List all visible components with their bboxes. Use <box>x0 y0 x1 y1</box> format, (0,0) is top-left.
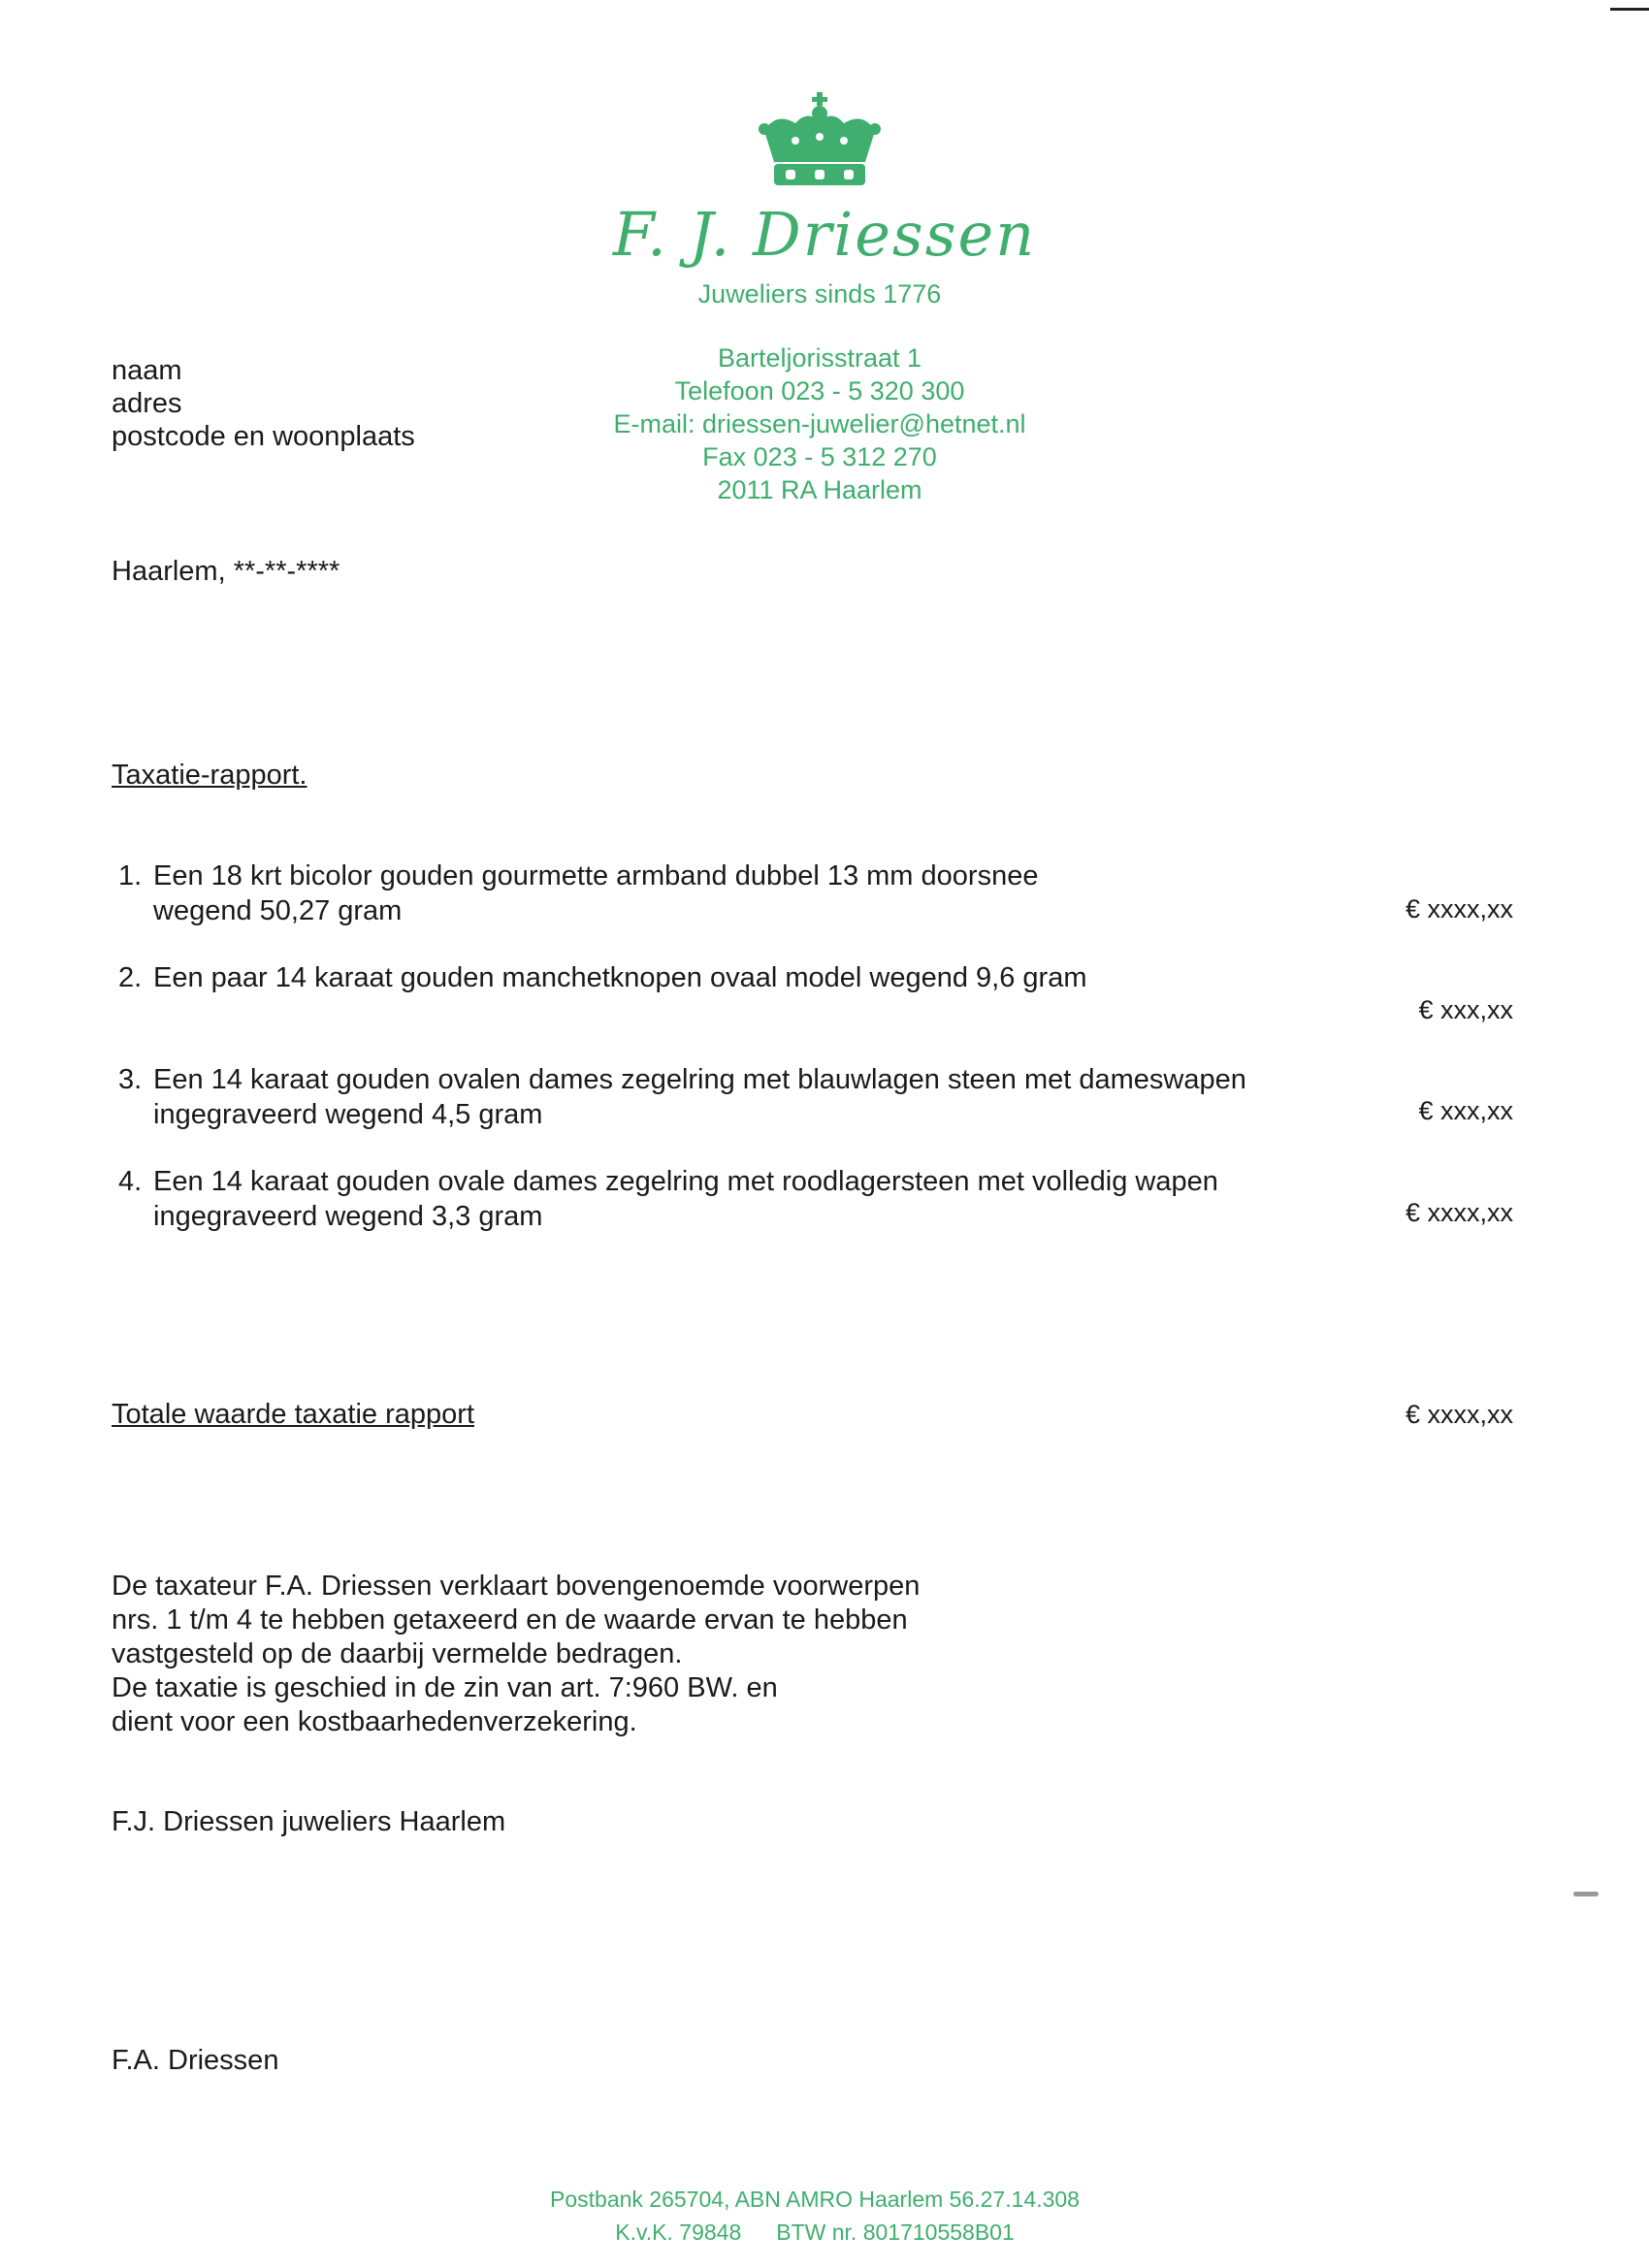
footer <box>485 2183 1145 2249</box>
item-number: 4. <box>118 1166 143 1197</box>
item-description-cont: ingegraveerd wegend 4,5 gram <box>153 1099 543 1130</box>
item-description-cont: ingegraveerd wegend 3,3 gram <box>153 1201 543 1232</box>
statement-line: nrs. 1 t/m 4 te hebben getaxeerd en de waarde ervan te hebben <box>112 1604 908 1636</box>
item-number: 1. <box>118 860 143 891</box>
item-description: Een paar 14 karaat gouden manchetknopen ovaal model wegend 9,6 gram <box>153 962 1087 993</box>
item-price: € xxxx,xx <box>1405 894 1513 923</box>
report-item <box>118 859 1331 928</box>
item-price: € xxx,xx <box>1418 995 1513 1024</box>
footer-btw: BTW nr. 801710558B01 <box>776 2219 1015 2245</box>
footer-bank: Postbank 265704, ABN AMRO Haarlem 56.27.14.308 <box>550 2187 1080 2212</box>
scan-speck <box>1573 1892 1599 1896</box>
company-signature: F.J. Driessen juweliers Haarlem <box>112 1806 506 1837</box>
recipient-block <box>112 354 415 453</box>
signer-name: F.A. Driessen <box>112 2045 279 2076</box>
scan-edge-mark <box>1610 8 1649 11</box>
shop-postal-city: 2011 RA Haarlem <box>717 475 922 504</box>
item-description: Een 18 krt bicolor gouden gourmette armband dubbel 13 mm doorsnee <box>153 860 1039 891</box>
footer-kvk: K.v.K. 79848 <box>615 2219 742 2245</box>
appraisal-statement <box>112 1570 1033 1739</box>
item-price: € xxxx,xx <box>1405 1198 1513 1227</box>
brand-subtitle: Juweliers sinds 1776 <box>697 279 942 308</box>
total-label: Totale waarde taxatie rapport <box>112 1399 474 1430</box>
recipient-postal: postcode en woonplaats <box>112 421 415 452</box>
statement-line: dient voor een kostbaarhedenverzekering. <box>112 1706 637 1737</box>
shop-email: E-mail: driessen-juwelier@hetnet.nl <box>613 409 1026 438</box>
item-description-cont: wegend 50,27 gram <box>153 895 403 926</box>
recipient-address: adres <box>112 388 182 419</box>
item-price: € xxx,xx <box>1418 1096 1513 1125</box>
report-item <box>118 1062 1331 1132</box>
statement-line: vastgesteld op de daarbij vermelde bedragen. <box>112 1638 683 1669</box>
statement-line: De taxatie is geschied in de zin van art. 7:960 BW. en <box>112 1672 778 1703</box>
shop-contact-info <box>582 341 1057 506</box>
total-value: € xxxx,xx <box>1405 1400 1513 1429</box>
item-description: Een 14 karaat gouden ovale dames zegelring met roodlagersteen met volledig wapen <box>153 1166 1218 1197</box>
report-title: Taxatie-rapport. <box>112 760 307 791</box>
crown-icon <box>757 92 883 189</box>
shop-fax: Fax 023 - 5 312 270 <box>702 442 937 471</box>
shop-phone: Telefoon 023 - 5 320 300 <box>674 376 965 405</box>
shop-address: Barteljorisstraat 1 <box>717 343 922 373</box>
item-description: Een 14 karaat gouden ovalen dames zegelring met blauwlagen steen met dameswapen <box>153 1064 1246 1095</box>
date-line: Haarlem, **-**-**** <box>112 556 340 587</box>
report-item <box>118 960 1331 995</box>
statement-line: De taxateur F.A. Driessen verklaart bovengenoemde voorwerpen <box>112 1571 921 1602</box>
brand-name: F. J. Driessen <box>612 199 1037 270</box>
item-number: 2. <box>118 962 143 993</box>
item-number: 3. <box>118 1064 143 1095</box>
recipient-name: naam <box>112 355 182 386</box>
report-item <box>118 1164 1331 1234</box>
